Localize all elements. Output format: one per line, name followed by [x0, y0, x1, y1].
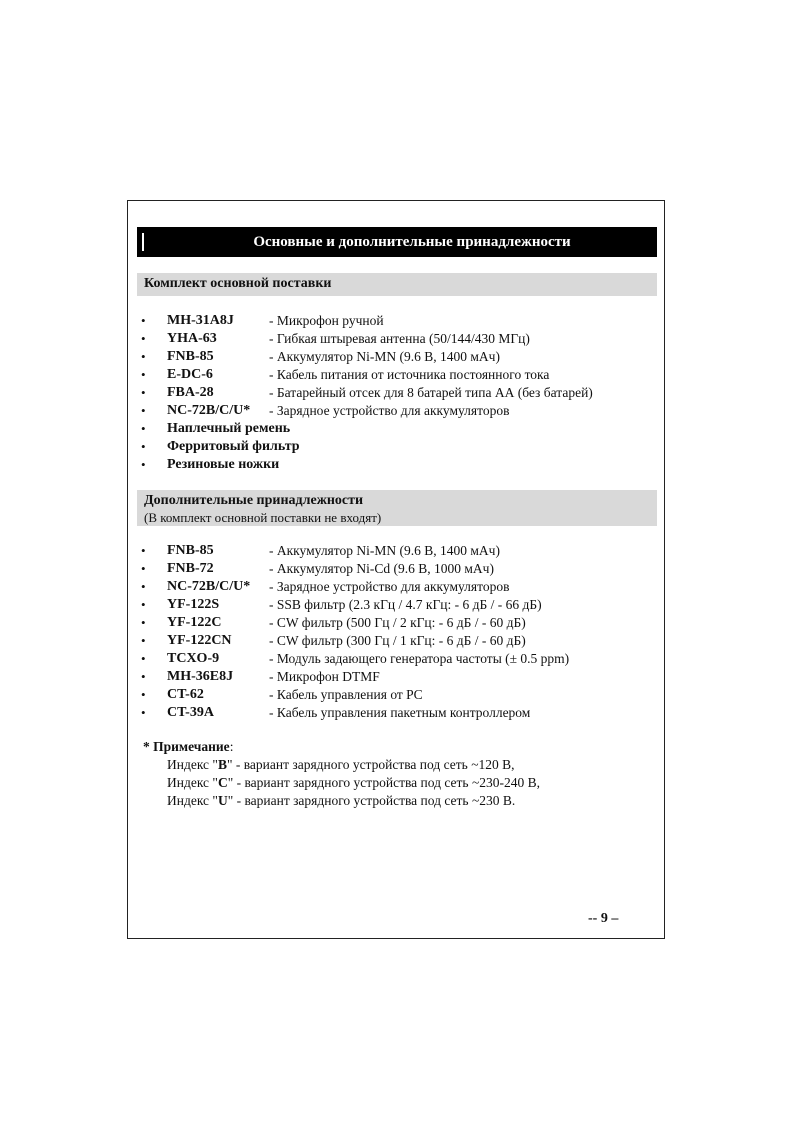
item-code: NC-72B/C/U*	[167, 403, 251, 418]
list-item	[141, 330, 651, 348]
item-code: CT-62	[167, 687, 204, 702]
item-description: - Кабель управления пакетным контроллером	[269, 705, 531, 720]
note-suffix: " - вариант зарядного устройства под сеть ~120 В,	[226, 757, 515, 772]
list-item	[141, 366, 651, 384]
bullet: •	[141, 687, 146, 702]
bullet: •	[141, 331, 146, 346]
note-block	[143, 738, 540, 810]
bullet: •	[141, 403, 146, 418]
note-suffix: " - вариант зарядного устройства под сеть ~230 В.	[227, 793, 516, 808]
bullet: •	[141, 457, 146, 472]
note-index: U	[217, 793, 228, 808]
item-code: YF-122C	[167, 615, 222, 630]
bullet: •	[141, 367, 146, 382]
item-code: E-DC-6	[167, 367, 213, 382]
bullet: •	[141, 349, 146, 364]
item-description: - Кабель питания от источника постоянного тока	[269, 367, 550, 382]
list-item	[141, 312, 651, 330]
note-heading	[143, 738, 540, 756]
item-description: - Микрофон DTMF	[269, 669, 380, 684]
item-description: - Гибкая штыревая антенна (50/144/430 МГц)	[269, 331, 530, 346]
bullet: •	[141, 579, 146, 594]
bullet: •	[141, 597, 146, 612]
bullet: •	[141, 633, 146, 648]
item-description: - Кабель управления от PC	[269, 687, 423, 702]
item-code: YHA-63	[167, 331, 217, 346]
list-item	[141, 650, 651, 668]
bullet: •	[141, 421, 146, 436]
item-code: CT-39A	[167, 705, 214, 720]
list-item	[141, 560, 651, 578]
list-item	[141, 438, 651, 456]
list-item	[141, 348, 651, 366]
item-code: Наплечный ремень	[167, 421, 291, 436]
bullet: •	[141, 439, 146, 454]
note-prefix: Индекс "	[167, 775, 218, 790]
note-line	[143, 774, 540, 792]
item-code: MH-31A8J	[167, 313, 234, 328]
note-suffix: " - вариант зарядного устройства под сеть ~230-240 В,	[227, 775, 541, 790]
note-star: *	[143, 739, 150, 754]
page-number: -- 9 –	[588, 911, 619, 926]
list-item	[141, 686, 651, 704]
item-description: - Модуль задающего генератора частоты (± 0.5 ppm)	[269, 651, 570, 666]
basic-items-list	[141, 312, 651, 474]
title-bar-marker	[142, 233, 144, 251]
note-prefix: Индекс "	[167, 757, 218, 772]
list-item	[141, 384, 651, 402]
optional-section-title: Дополнительные принадлежности	[144, 493, 364, 508]
bullet: •	[141, 313, 146, 328]
item-code: MH-36E8J	[167, 669, 234, 684]
item-code: NC-72B/C/U*	[167, 579, 251, 594]
list-item	[141, 578, 651, 596]
item-description: - Аккумулятор Ni-MN (9.6 В, 1400 мАч)	[269, 543, 500, 558]
list-item	[141, 614, 651, 632]
list-item	[141, 704, 651, 722]
item-description: - Батарейный отсек для 8 батарей типа АА (без батарей)	[269, 385, 593, 400]
list-item	[141, 632, 651, 650]
item-description: - Зарядное устройство для аккумуляторов	[269, 579, 510, 594]
note-index: C	[217, 775, 228, 790]
item-description: - Аккумулятор Ni-Cd (9.6 В, 1000 мАч)	[269, 561, 494, 576]
item-code: Ферритовый фильтр	[167, 439, 300, 454]
bullet: •	[141, 651, 146, 666]
item-description: - CW фильтр (300 Гц / 1 кГц: - 6 дБ / - 60 дБ)	[269, 633, 526, 648]
bullet: •	[141, 543, 146, 558]
list-item	[141, 456, 651, 474]
bullet: •	[141, 615, 146, 630]
list-item	[141, 596, 651, 614]
item-description: - CW фильтр (500 Гц / 2 кГц: - 6 дБ / - 60 дБ)	[269, 615, 526, 630]
list-item	[141, 542, 651, 560]
item-code: TCXO-9	[167, 651, 220, 666]
note-prefix: Индекс "	[167, 793, 218, 808]
note-line	[143, 792, 540, 810]
item-code: FNB-85	[167, 543, 214, 558]
item-description: - Микрофон ручной	[269, 313, 384, 328]
item-code: YF-122CN	[167, 633, 232, 648]
note-colon: :	[229, 739, 234, 754]
note-line	[143, 756, 540, 774]
basic-section-title: Комплект основной поставки	[144, 276, 332, 291]
page-title: Основные и дополнительные принадлежности	[253, 233, 571, 250]
bullet: •	[141, 561, 146, 576]
item-description: - Зарядное устройство для аккумуляторов	[269, 403, 510, 418]
bullet: •	[141, 705, 146, 720]
optional-section-subtitle: (В комплект основной поставки не входят)	[144, 510, 382, 525]
item-code: FNB-72	[167, 561, 214, 576]
item-code: Резиновые ножки	[167, 457, 280, 472]
page-title-bar	[137, 227, 657, 257]
optional-items-list	[141, 542, 651, 722]
optional-section-header	[137, 490, 657, 526]
list-item	[141, 420, 651, 438]
list-item	[141, 402, 651, 420]
item-code: FBA-28	[167, 385, 214, 400]
bullet: •	[141, 385, 146, 400]
basic-section-header	[137, 273, 657, 296]
item-description: - Аккумулятор Ni-MN (9.6 В, 1400 мАч)	[269, 349, 500, 364]
bullet: •	[141, 669, 146, 684]
item-code: FNB-85	[167, 349, 214, 364]
item-description: - SSB фильтр (2.3 кГц / 4.7 кГц: - 6 дБ / - 66 дБ)	[269, 597, 542, 612]
note-label: Примечание	[153, 739, 230, 754]
note-index: B	[217, 757, 227, 772]
item-code: YF-122S	[167, 597, 220, 612]
list-item	[141, 668, 651, 686]
